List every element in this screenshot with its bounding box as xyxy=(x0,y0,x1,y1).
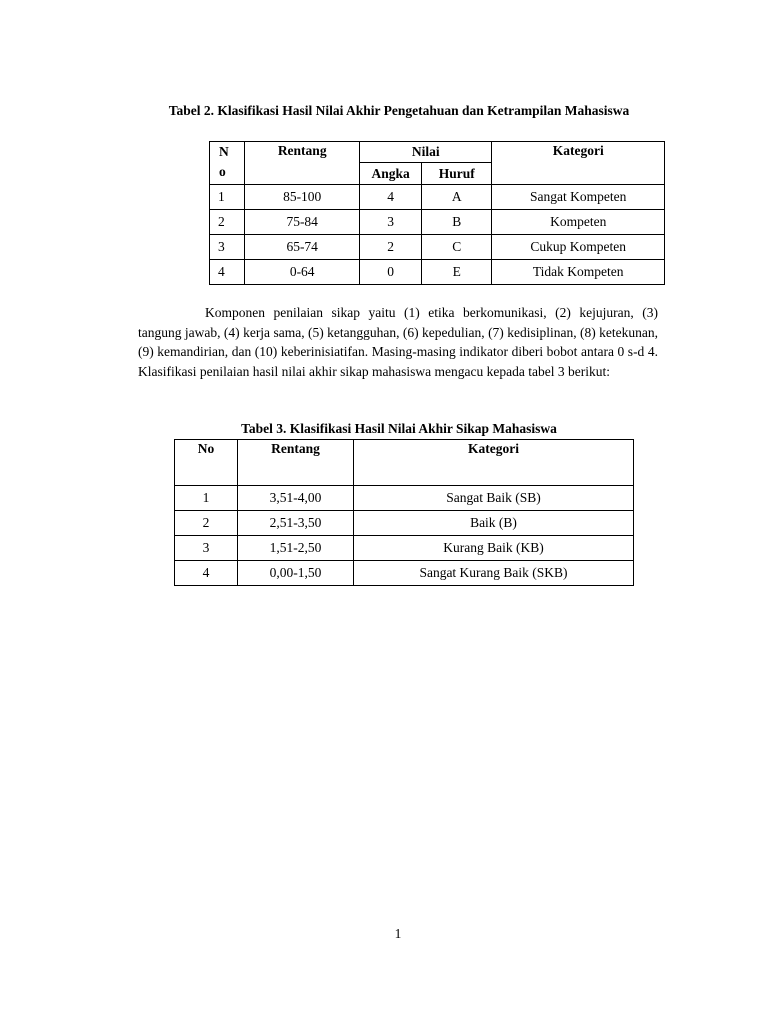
table-cell-rentang: 1,51-2,50 xyxy=(238,536,354,561)
table-cell-huruf: C xyxy=(422,235,492,260)
table2-header-no: N o xyxy=(210,142,245,185)
table-cell-kategori: Baik (B) xyxy=(354,511,634,536)
table-row xyxy=(210,185,665,210)
table-cell-no: 2 xyxy=(175,511,238,536)
table-cell-no: 3 xyxy=(210,235,245,260)
table2-header-huruf: Huruf xyxy=(422,163,492,185)
table-cell-huruf: A xyxy=(422,185,492,210)
table-cell-huruf: B xyxy=(422,210,492,235)
table-cell-kategori: Sangat Kurang Baik (SKB) xyxy=(354,561,634,586)
table-cell-angka: 2 xyxy=(360,235,422,260)
table3-header-no: No xyxy=(175,440,238,486)
table2-header-rentang: Rentang xyxy=(245,142,360,185)
table-cell-kategori: Kurang Baik (KB) xyxy=(354,536,634,561)
table-row xyxy=(175,486,634,511)
table-cell-angka: 3 xyxy=(360,210,422,235)
table2-header-angka: Angka xyxy=(360,163,422,185)
table-cell-kategori: Tidak Kompeten xyxy=(492,260,665,285)
table-cell-no: 2 xyxy=(210,210,245,235)
table-cell-kategori: Sangat Baik (SB) xyxy=(354,486,634,511)
table-row xyxy=(175,536,634,561)
attitude-assessment-paragraph: Komponen penilaian sikap yaitu (1) etika berkomunikasi, (2) kejujuran, (3) tangung jawab, (4) kerja sama, (5) ketangguhan, (6) kepedulian, (7) kedisiplinan, (8) ketekunan, (9) kemandirian, dan (10) keberinisiatifan. Masing-masing indikator diberi bobot antara 0 s-d 4. Klasifikasi penilaian hasil nilai akhir sikap mahasiswa mengacu kepada tabel 3 berikut: xyxy=(138,305,658,379)
table-cell-kategori: Cukup Kompeten xyxy=(492,235,665,260)
table-row xyxy=(175,511,634,536)
table-row xyxy=(175,561,634,586)
table-cell-rentang: 3,51-4,00 xyxy=(238,486,354,511)
table2-header-kategori: Kategori xyxy=(492,142,665,185)
table-cell-rentang: 0-64 xyxy=(245,260,360,285)
table-cell-no: 1 xyxy=(175,486,238,511)
table-cell-no: 4 xyxy=(175,561,238,586)
attitude-classification-table xyxy=(174,439,634,586)
table-row xyxy=(210,260,665,285)
table-cell-kategori: Kompeten xyxy=(492,210,665,235)
table-cell-angka: 0 xyxy=(360,260,422,285)
table2-header-nilai: Nilai xyxy=(360,142,492,163)
page-number: 1 xyxy=(394,926,402,941)
table-cell-rentang: 85-100 xyxy=(245,185,360,210)
table-cell-rentang: 2,51-3,50 xyxy=(238,511,354,536)
table-cell-rentang: 0,00-1,50 xyxy=(238,561,354,586)
table3-header-rentang: Rentang xyxy=(238,440,354,486)
table-cell-angka: 4 xyxy=(360,185,422,210)
table-row xyxy=(210,210,665,235)
table3-header-kategori: Kategori xyxy=(354,440,634,486)
knowledge-skill-classification-table xyxy=(209,141,665,285)
table-cell-no: 1 xyxy=(210,185,245,210)
table-cell-rentang: 75-84 xyxy=(245,210,360,235)
table-cell-huruf: E xyxy=(422,260,492,285)
table-cell-kategori: Sangat Kompeten xyxy=(492,185,665,210)
table-cell-no: 4 xyxy=(210,260,245,285)
table2-caption: Tabel 2. Klasifikasi Hasil Nilai Akhir Pengetahuan dan Ketrampilan Mahasiswa xyxy=(168,103,630,118)
table-cell-rentang: 65-74 xyxy=(245,235,360,260)
table-row xyxy=(210,235,665,260)
table-cell-no: 3 xyxy=(175,536,238,561)
table3-caption: Tabel 3. Klasifikasi Hasil Nilai Akhir Sikap Mahasiswa xyxy=(241,421,557,436)
